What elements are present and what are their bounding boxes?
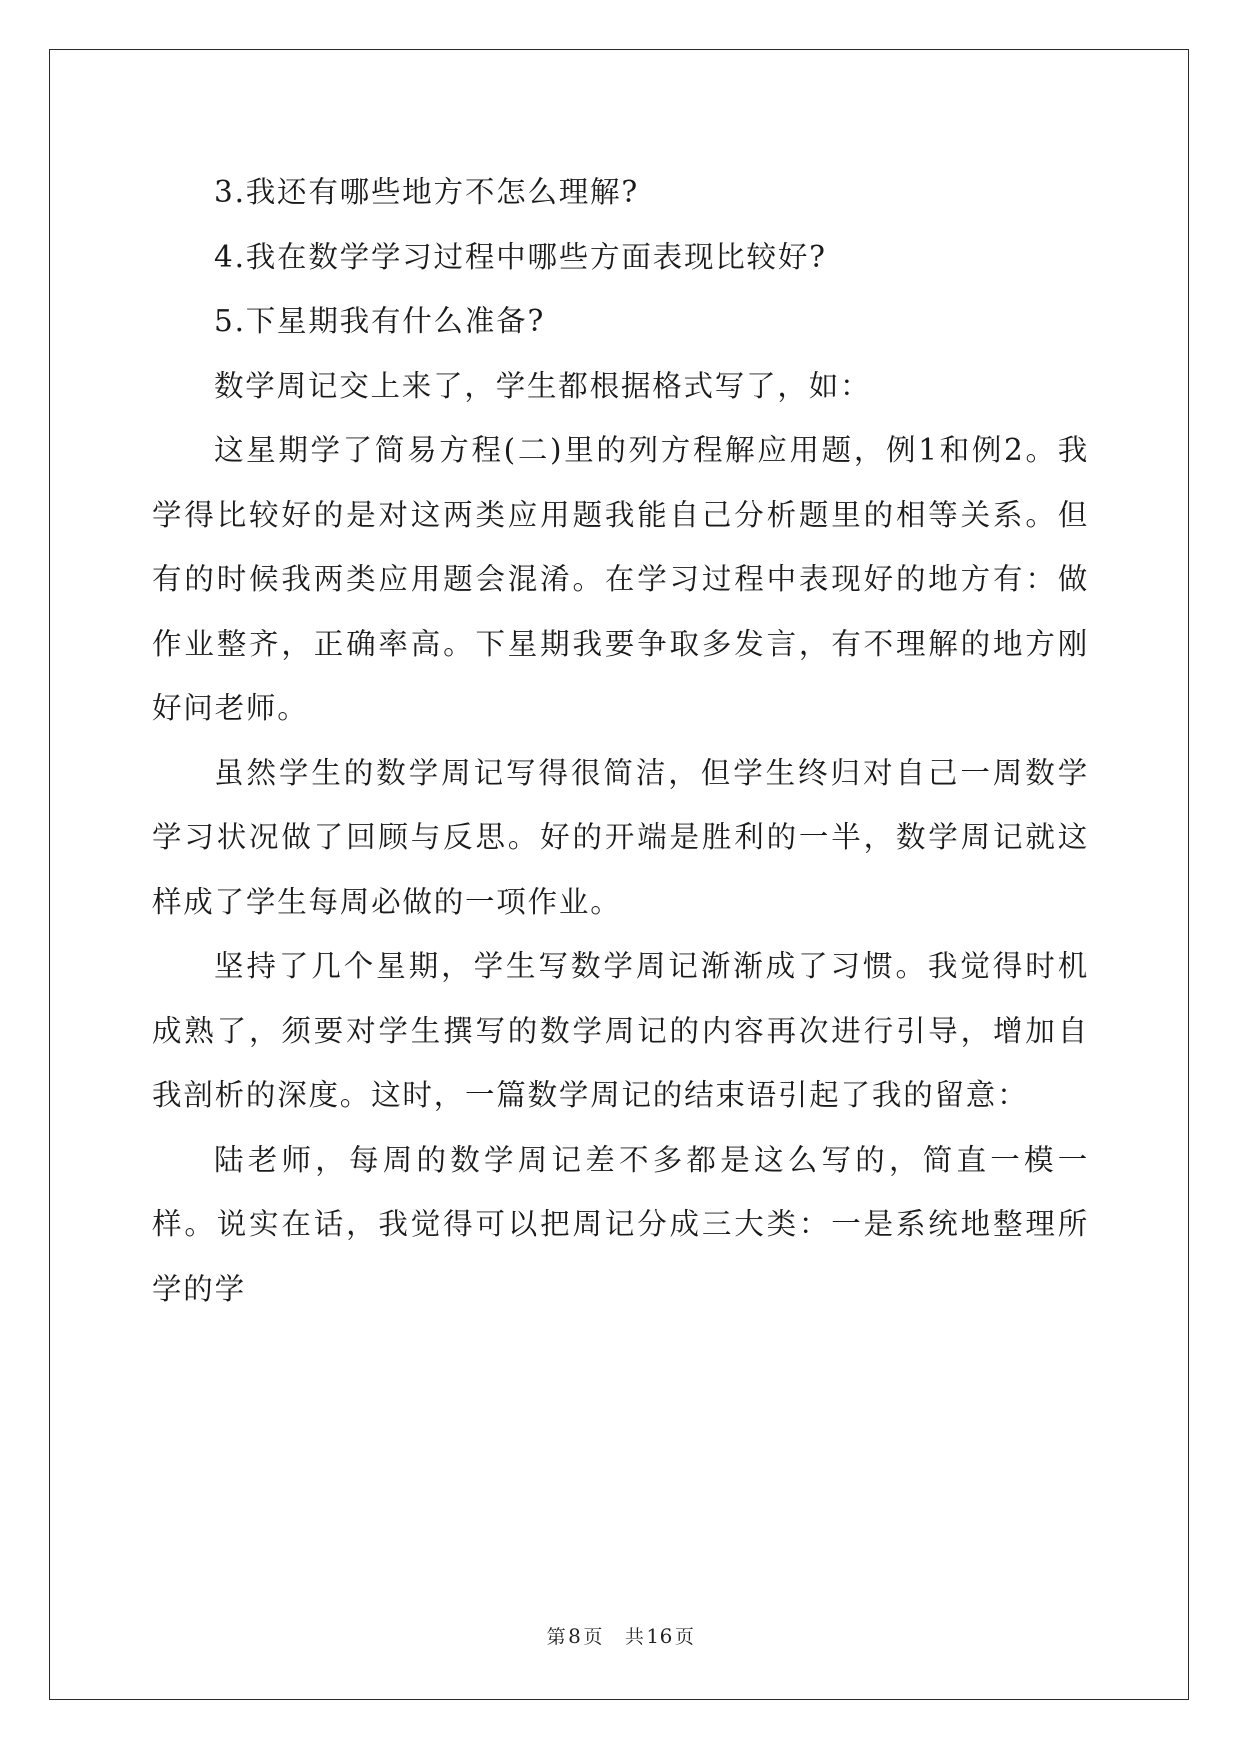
total-label-suffix: 页 xyxy=(674,1626,695,1648)
page-number: 8 xyxy=(568,1624,582,1648)
page-label-prefix: 第 xyxy=(546,1626,567,1648)
paragraph-item-4: 4.我在数学学习过程中哪些方面表现比较好? xyxy=(214,239,827,274)
paragraph-reflection: 虽然学生的数学周记写得很简洁，但学生终归对自己一周数学学习状况做了回顾与反思。好的开端是胜利的一半，数学周记就这样成了学生每周必做的一项作业。 xyxy=(152,755,1089,919)
document-body xyxy=(152,160,1089,1321)
total-pages: 16 xyxy=(646,1624,673,1648)
paragraph-student-example: 这星期学了简易方程(二)里的列方程解应用题，例1和例2。我学得比较好的是对这两类应用题我能自己分析题里的相等关系。但有的时候我两类应用题会混淆。在学习过程中表现好的地方有：做作业整齐，正确率高。下星期我要争取多发言，有不理解的地方刚好问老师。 xyxy=(152,433,1089,725)
page-footer xyxy=(0,1622,1241,1649)
paragraph-item-3: 3.我还有哪些地方不怎么理解? xyxy=(214,175,639,209)
paragraph-student-quote: 陆老师，每周的数学周记差不多都是这么写的，简直一模一样。说实在话，我觉得可以把周记分成三大类：一是系统地整理所学的学 xyxy=(152,1142,1089,1306)
paragraph-item-5: 5.下星期我有什么准备? xyxy=(214,304,546,338)
paragraph-guidance: 坚持了几个星期，学生写数学周记渐渐成了习惯。我觉得时机成熟了，须要对学生撰写的数学周记的内容再次进行引导，增加自我剖析的深度。这时，一篇数学周记的结束语引起了我的留意： xyxy=(152,949,1089,1112)
paragraph-intro: 数学周记交上来了，学生都根据格式写了，如： xyxy=(214,368,872,403)
total-label-prefix: 共 xyxy=(624,1626,645,1648)
page-label-suffix: 页 xyxy=(583,1626,603,1648)
